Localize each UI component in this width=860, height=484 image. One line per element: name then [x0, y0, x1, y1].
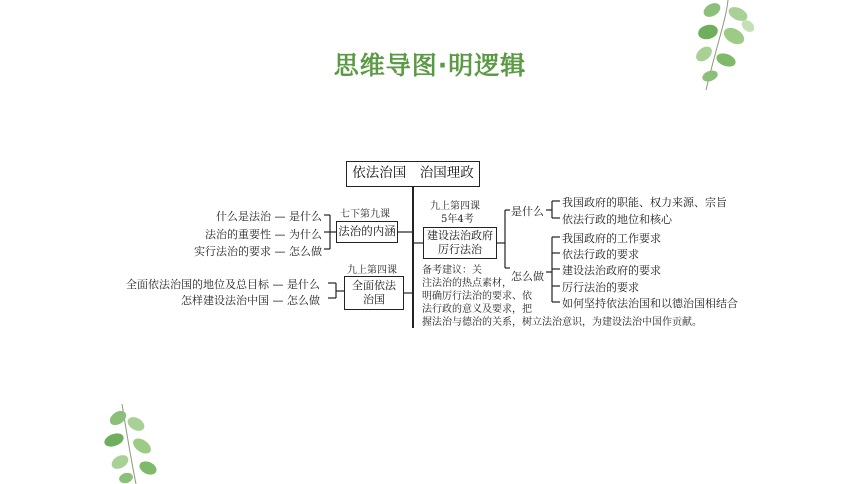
page-title: 思维导图·明逻辑 [333, 51, 527, 80]
exam-note-line-5: 握法治与德治的关系，树立法治意识，为建设法治中国作贡献。 [422, 317, 702, 328]
exam-note-line-4: 法行政的意义及要求，把 [422, 304, 532, 315]
node2-item-1: 全面依法治国的地位及总目标 — 是什么 [126, 278, 320, 291]
node-law-connotation: 法治的内涵 [336, 221, 398, 243]
root-node: 依法治国 治国理政 [346, 161, 480, 187]
right-node-label-line2: 厉行法治 [438, 243, 482, 256]
exam-note-line-3: 明确厉行法治的要求、依 [422, 291, 532, 302]
node2-label-line1: 全面依法 [352, 279, 396, 292]
node2-tag: 九上第四课 [347, 265, 397, 276]
node2-label-line2: 治国 [363, 293, 385, 306]
what-item-1: 我国政府的职能、权力来源、宗旨 [562, 196, 727, 209]
right-node-label-line1: 建设法治政府 [427, 229, 493, 242]
node1-item-2: 法治的重要性 — 为什么 [205, 228, 322, 241]
right-tag-line2: 5年4考 [441, 214, 474, 225]
what-item-2: 依法行政的地位和核心 [562, 213, 672, 226]
how-item-5: 如何坚持依法治国和以德治国相结合 [562, 297, 738, 310]
exam-note-line-2: 注法治的热点素材， [422, 278, 512, 289]
how-label: 怎么做 [511, 270, 544, 283]
exam-note-line-1: 备考建议：关 [422, 265, 482, 276]
right-tag-line1: 九上第四课 [430, 201, 480, 212]
node1-tag: 七下第九课 [340, 209, 390, 220]
node1-item-1: 什么是法治 — 是什么 [216, 210, 322, 223]
node-rule-of-law-country [344, 276, 404, 310]
how-item-4: 厉行法治的要求 [562, 281, 639, 294]
node-law-government [423, 227, 497, 259]
node2-item-2: 怎样建设法治中国 — 怎么做 [181, 294, 320, 307]
how-item-1: 我国政府的工作要求 [562, 232, 661, 245]
node1-item-3: 实行法治的要求 — 怎么做 [194, 245, 322, 258]
what-label: 是什么 [511, 205, 544, 218]
how-item-3: 建设法治政府的要求 [562, 264, 661, 277]
how-item-2: 依法行政的要求 [562, 248, 639, 261]
